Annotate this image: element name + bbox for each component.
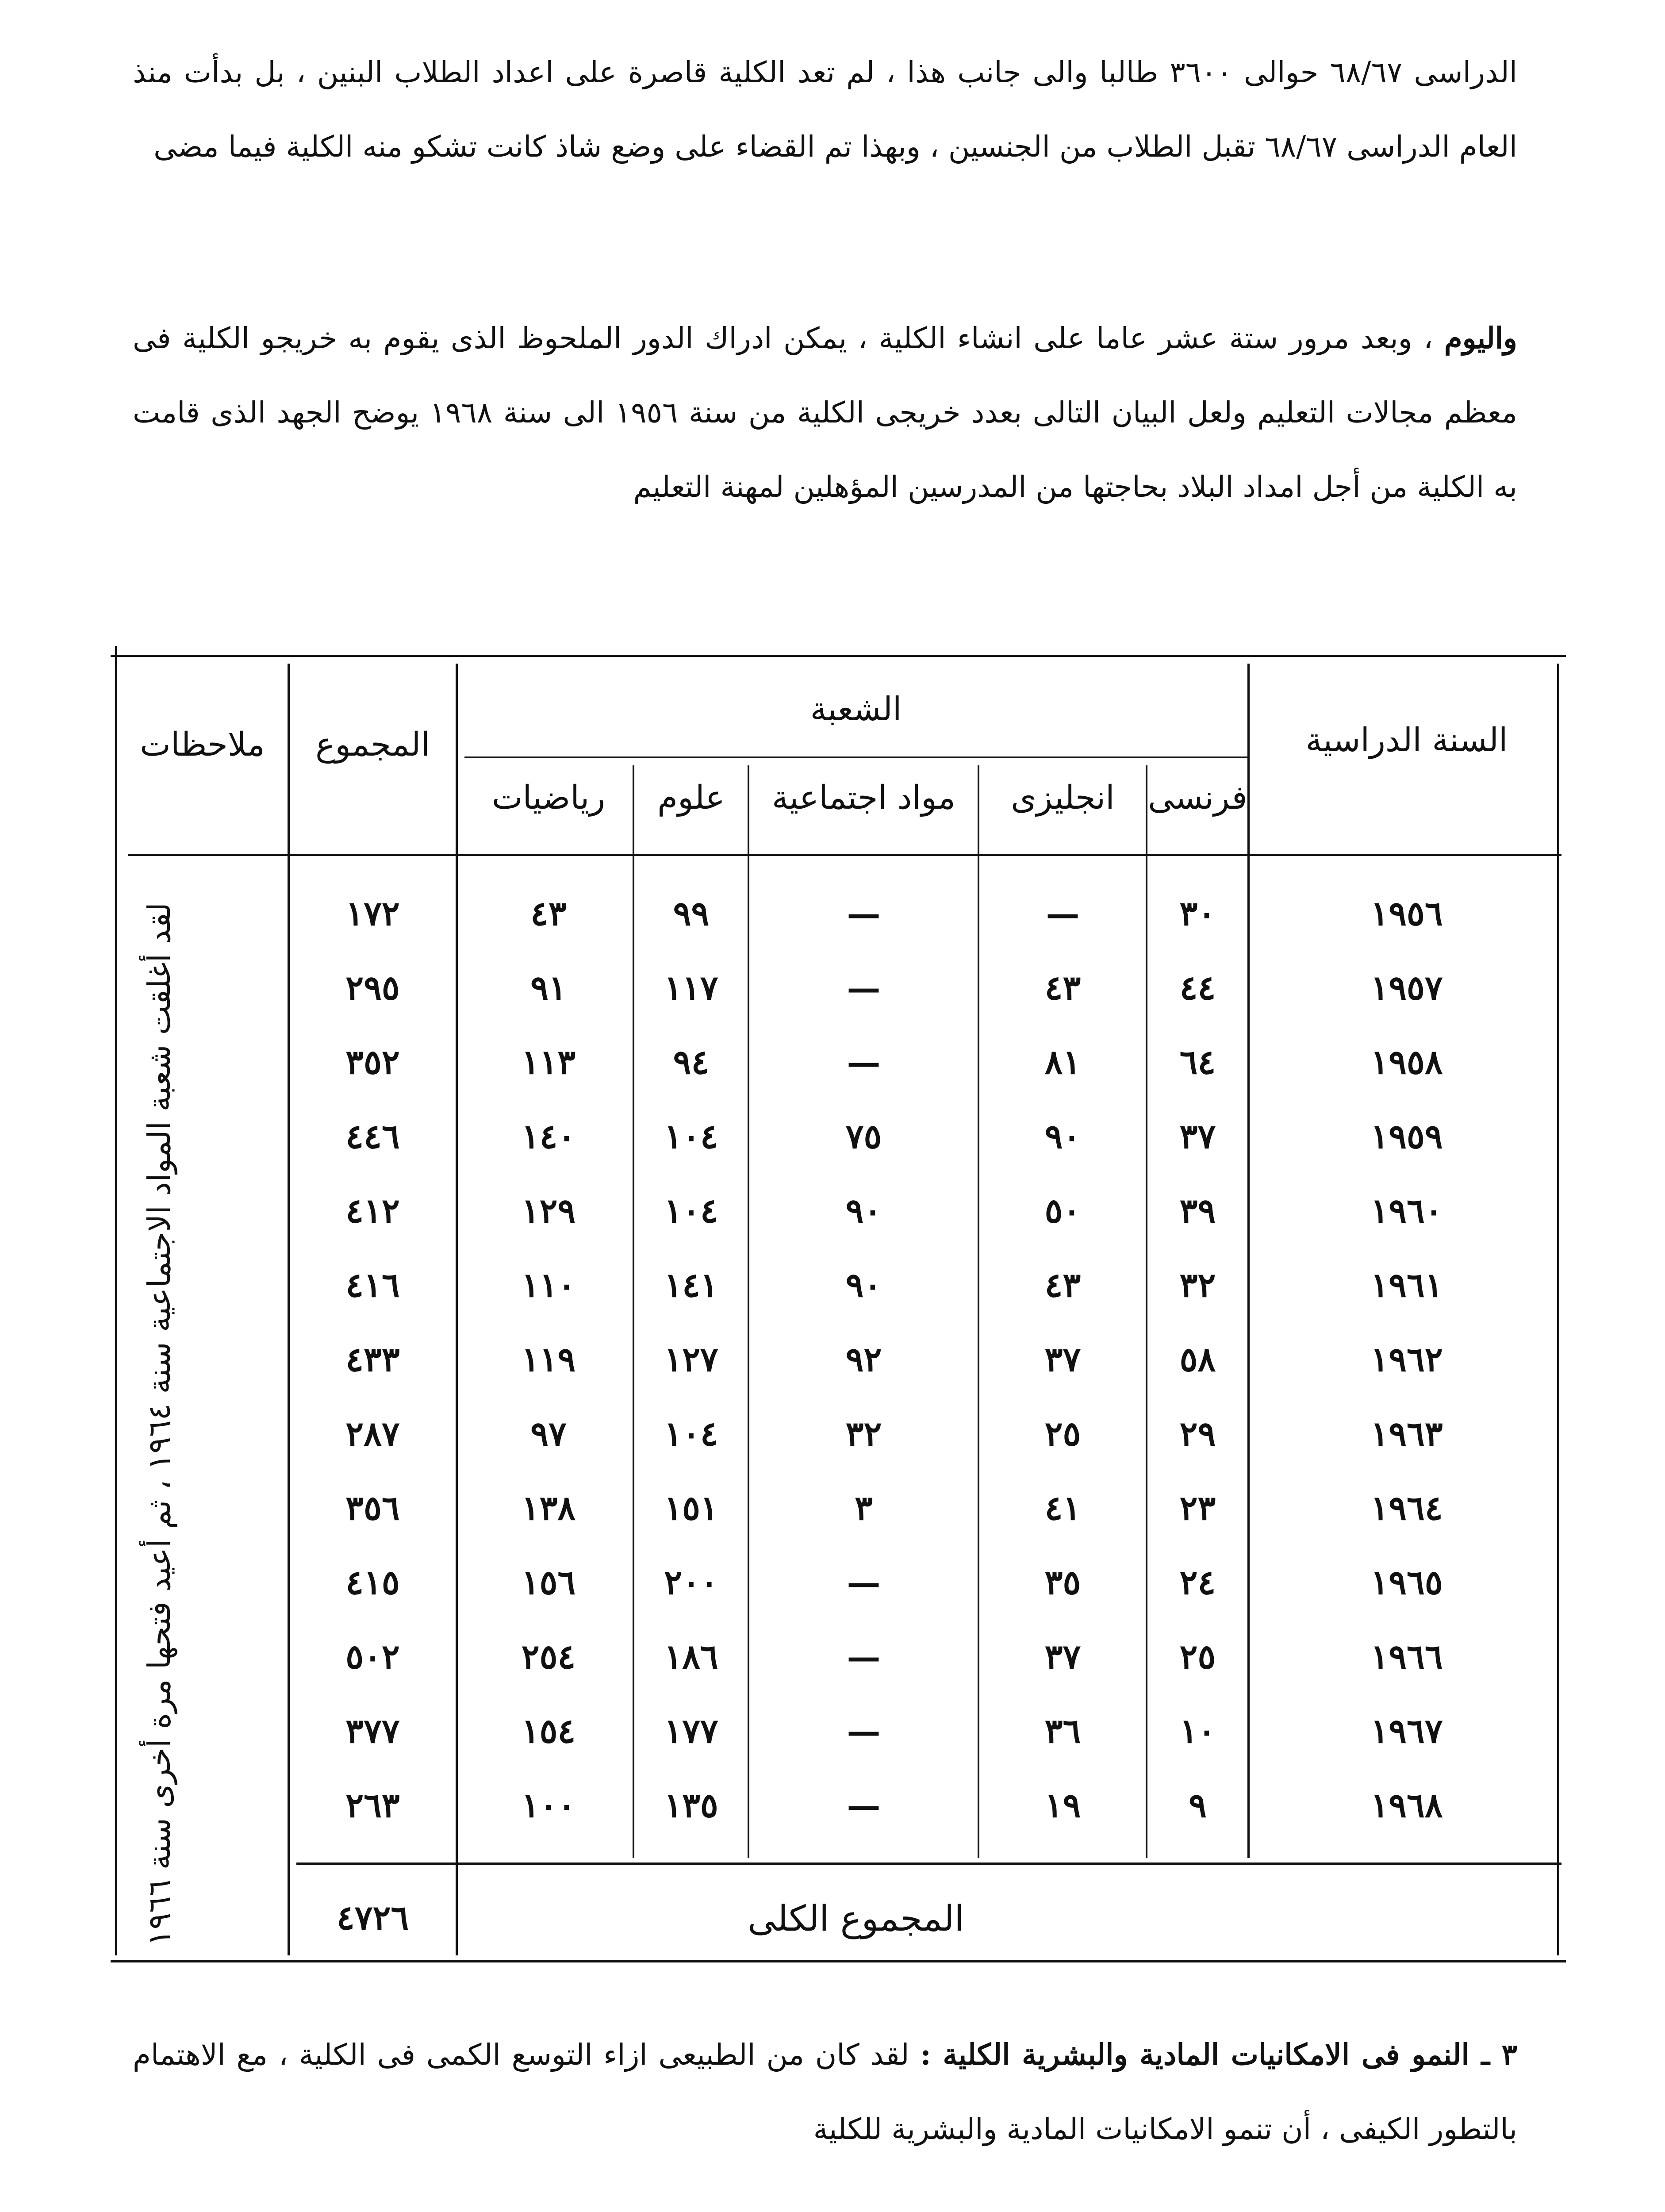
header-french: فرنسى <box>1148 779 1247 817</box>
section-a-paragraph <box>133 2205 1665 2212</box>
header-english: انجليزى <box>1011 779 1115 817</box>
english-divider <box>1146 765 1147 1858</box>
cell-social: — <box>847 1563 881 1602</box>
today-paragraph <box>133 301 1517 524</box>
cell-social: ٩٢ <box>845 1340 882 1379</box>
cell-year: ١٩٦٤ <box>1370 1488 1443 1528</box>
section-3-lead: ٣ ـ النمو فى الامكانيات المادية والبشرية الكلية : <box>920 2037 1517 2072</box>
cell-french: ٣٧ <box>1179 1117 1216 1156</box>
cell-science: ١٣٥ <box>664 1786 718 1825</box>
body-bottom-rule <box>296 1863 1561 1865</box>
cell-french: ٤٤ <box>1179 968 1216 1007</box>
cell-year: ١٩٥٦ <box>1370 894 1443 933</box>
cell-english: — <box>1046 894 1080 933</box>
cell-math: ١١٩ <box>521 1340 576 1379</box>
cell-math: ١٥٤ <box>521 1711 576 1751</box>
cell-french: ٣٩ <box>1179 1191 1216 1230</box>
section-3-body: لقد كان من الطبيعى ازاء التوسع الكمى فى الكلية ، مع الاهتمام بالتطور الكيفى ، أن تنمو الامكانيات المادية والبشرية للكلية <box>133 2038 1517 2146</box>
cell-social: ٩٠ <box>845 1191 882 1230</box>
cell-math: ١٤٠ <box>521 1117 576 1156</box>
social-divider <box>978 765 979 1858</box>
graduates-table <box>111 646 1566 1964</box>
cell-total: ٢٨٧ <box>345 1414 400 1453</box>
cell-science: ٩٤ <box>673 1042 710 1082</box>
cell-year: ١٩٦٦ <box>1370 1637 1443 1676</box>
cell-science: ٩٩ <box>673 894 710 933</box>
cell-english: ٨١ <box>1044 1042 1081 1082</box>
cell-total: ٣٧٧ <box>345 1711 400 1751</box>
cell-english: ٣٥ <box>1044 1563 1081 1602</box>
notes-divider <box>288 664 290 1955</box>
cell-english: ٥٠ <box>1044 1191 1081 1230</box>
cell-math: ١٥٦ <box>521 1563 576 1602</box>
cell-social: — <box>847 1711 881 1751</box>
cell-english: ١٩ <box>1044 1786 1081 1825</box>
cell-math: ٩١ <box>530 968 567 1007</box>
cell-french: ٣٢ <box>1179 1265 1216 1305</box>
cell-science: ١٠٤ <box>664 1117 718 1156</box>
cell-social: — <box>847 1042 881 1082</box>
cell-year: ١٩٥٧ <box>1370 968 1443 1007</box>
cell-french: ٣٠ <box>1179 894 1216 933</box>
cell-total: ٤١٥ <box>345 1563 400 1602</box>
cell-science: ١٠٤ <box>664 1191 718 1230</box>
cell-total: ٤٤٦ <box>345 1117 400 1156</box>
notes-text: لقد أغلقت شعبة المواد الاجتماعية سنة ١٩٦٤ ، ثم أعيد فتحها مرة أخرى سنة ١٩٦٦ <box>141 902 177 1947</box>
cell-science: ١٤١ <box>664 1265 718 1305</box>
cell-social: — <box>847 1637 881 1676</box>
cell-social: ٧٥ <box>845 1117 882 1156</box>
cell-english: ٢٥ <box>1044 1414 1081 1453</box>
cell-total: ٥٠٢ <box>345 1637 400 1676</box>
cell-french: ١٠ <box>1179 1711 1216 1751</box>
grand-total-label: المجموع الكلى <box>748 1898 964 1939</box>
cell-french: ٢٩ <box>1179 1414 1216 1453</box>
cell-science: ١٧٧ <box>664 1711 718 1751</box>
cell-french: ٩ <box>1189 1786 1207 1825</box>
cell-total: ١٧٢ <box>345 894 400 933</box>
intro-paragraph: الدراسى ٦٨/٦٧ حوالى ٣٦٠٠ طالبا والى جانب هذا ، لم تعد الكلية قاصرة على اعداد الطلاب البنين ، بل بدأت منذ العام الدراسى ٦٨/٦٧ تقبل الطلاب من الجنسين ، وبهذا تم القضاء على وضع شاذ كانت تشكو منه الكلية فيما مضى <box>133 55 1518 164</box>
cell-math: ٢٥٤ <box>521 1637 576 1676</box>
today-body: ، وبعد مرور ستة عشر عاما على انشاء الكلية ، يمكن ادراك الدور الملحوظ الذى يقوم به خريجو الكلية فى معظم مجالات التعليم ولعل البيان التالى بعدد خريجى الكلية من سنة ١٩٥٦ الى سنة ١٩٦٨ يوضح الجهد الذى قامت به الكلية من أجل امداد البلاد بحاجتها من المدرسين المؤهلين لمهنة التعليم <box>133 321 1517 504</box>
cell-total: ٢٩٥ <box>345 968 400 1007</box>
cell-math: ١٢٩ <box>521 1191 576 1230</box>
cell-english: ٣٧ <box>1044 1340 1081 1379</box>
section-3-paragraph <box>133 2017 1517 2166</box>
cell-science: ١٢٧ <box>664 1340 718 1379</box>
left-border <box>115 646 117 1955</box>
cell-math: ٩٧ <box>530 1414 567 1453</box>
math-divider <box>633 765 634 1858</box>
cell-french: ٢٥ <box>1179 1637 1216 1676</box>
header-notes: ملاحظات <box>140 726 265 764</box>
year-divider <box>1247 664 1250 1858</box>
cell-year: ١٩٦٨ <box>1370 1786 1443 1825</box>
cell-social: — <box>847 894 881 933</box>
cell-social: ٩٠ <box>845 1265 882 1305</box>
cell-total: ٤١٢ <box>345 1191 400 1230</box>
science-divider <box>748 765 749 1858</box>
cell-year: ١٩٥٩ <box>1370 1117 1443 1156</box>
cell-year: ١٩٦٧ <box>1370 1711 1443 1751</box>
total-divider <box>456 664 458 1955</box>
right-border <box>1557 664 1559 1955</box>
header-total: المجموع <box>315 726 430 764</box>
cell-math: ١٠٠ <box>521 1786 576 1825</box>
header-math: رياضيات <box>491 779 606 817</box>
cell-total: ٢٦٣ <box>345 1786 400 1825</box>
cell-english: ٤٣ <box>1044 968 1081 1007</box>
cell-year: ١٩٦٠ <box>1370 1191 1443 1230</box>
cell-english: ٤١ <box>1044 1488 1081 1528</box>
cell-year: ١٩٦١ <box>1370 1265 1443 1305</box>
header-year: السنة الدراسية <box>1305 721 1508 759</box>
cell-science: ١٥١ <box>664 1488 718 1528</box>
cell-year: ١٩٥٨ <box>1370 1042 1443 1082</box>
cell-social: ٣٢ <box>845 1414 882 1453</box>
cell-total: ٤١٦ <box>345 1265 400 1305</box>
cell-english: ٩٠ <box>1044 1117 1081 1156</box>
cell-english: ٤٣ <box>1044 1265 1081 1305</box>
cell-english: ٣٧ <box>1044 1637 1081 1676</box>
table-bottom-rule <box>111 1960 1566 1962</box>
header-bottom-rule <box>128 854 1561 856</box>
table-top-rule <box>111 655 1566 657</box>
cell-english: ٣٦ <box>1044 1711 1081 1751</box>
cell-year: ١٩٦٢ <box>1370 1340 1443 1379</box>
cell-science: ١٨٦ <box>664 1637 718 1676</box>
cell-science: ٢٠٠ <box>664 1563 718 1602</box>
header-science: علوم <box>657 779 725 817</box>
cell-total: ٤٣٣ <box>345 1340 400 1379</box>
cell-year: ١٩٦٣ <box>1370 1414 1443 1453</box>
cell-math: ١٣٨ <box>521 1488 576 1528</box>
header-division: الشعبة <box>810 690 902 728</box>
cell-social: — <box>847 1786 881 1825</box>
cell-total: ٣٥٦ <box>345 1488 400 1528</box>
cell-science: ١١٧ <box>664 968 718 1007</box>
cell-french: ٢٣ <box>1179 1488 1216 1528</box>
cell-social: — <box>847 968 881 1007</box>
cell-french: ٦٤ <box>1179 1042 1216 1082</box>
cell-math: ١١٠ <box>521 1265 576 1305</box>
cell-math: ٤٣ <box>530 894 567 933</box>
cell-french: ٢٤ <box>1179 1563 1216 1602</box>
header-social: مواد اجتماعية <box>771 779 956 817</box>
cell-french: ٥٨ <box>1179 1340 1216 1379</box>
cell-year: ١٩٦٥ <box>1370 1563 1443 1602</box>
cell-math: ١١٣ <box>521 1042 576 1082</box>
division-underline <box>464 757 1247 758</box>
cell-science: ١٠٤ <box>664 1414 718 1453</box>
today-lead: واليوم <box>1444 321 1518 355</box>
grand-total-value: ٤٧٢٦ <box>336 1898 409 1937</box>
cell-social: ٣ <box>855 1488 873 1528</box>
cell-total: ٣٥٢ <box>345 1042 400 1082</box>
